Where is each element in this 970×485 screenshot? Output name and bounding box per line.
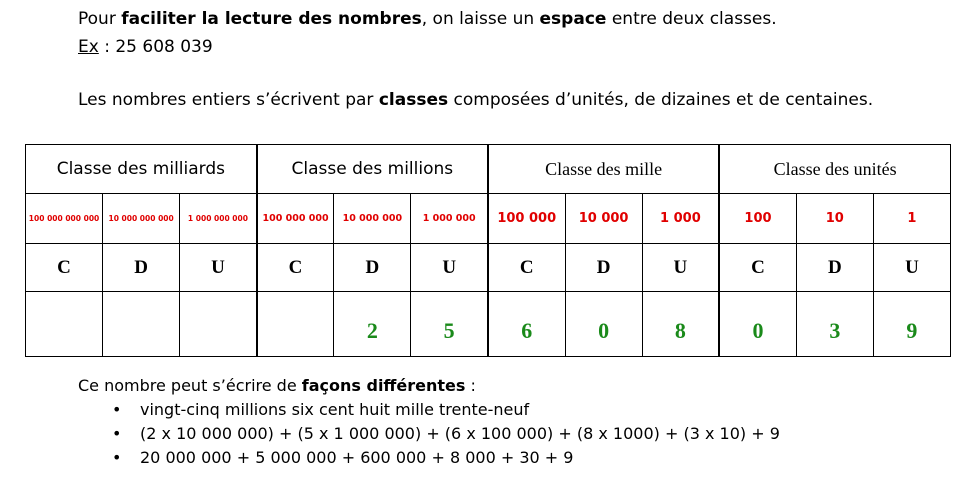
- example-label: Ex: [78, 37, 99, 57]
- intro-text: Pour: [78, 9, 122, 29]
- place-value-cell: 1 000 000 000: [180, 194, 257, 244]
- place-value-cell: 100 000 000: [257, 194, 334, 244]
- digit-cell: 3: [796, 292, 873, 357]
- list-item-text: 20 000 000 + 5 000 000 + 600 000 + 8 000 + 30 + 9: [140, 448, 574, 467]
- cdu-cell: D: [565, 244, 642, 292]
- place-value-row: [26, 194, 951, 244]
- place-value-cell: 1 000: [642, 194, 719, 244]
- intro-text: composées d’unités, de dizaines et de centaines.: [448, 90, 874, 110]
- digit-cell: 2: [334, 292, 411, 357]
- ways-intro: [78, 376, 476, 395]
- bullet-icon: •: [112, 424, 122, 443]
- place-value-cell: 1: [873, 194, 950, 244]
- place-value-cell: 10 000 000: [334, 194, 411, 244]
- example-line: [78, 37, 213, 57]
- digit-cell: 5: [411, 292, 488, 357]
- class-header-unites: Classe des unités: [719, 145, 950, 194]
- bullet-icon: •: [112, 448, 122, 467]
- cdu-cell: C: [488, 244, 565, 292]
- list-item-text: vingt-cinq millions six cent huit mille trente-neuf: [140, 400, 530, 419]
- ways-intro-text: :: [465, 376, 476, 395]
- intro-sentence-spacing: [78, 9, 777, 29]
- place-value-cell: 1 000 000: [411, 194, 488, 244]
- cdu-cell: U: [873, 244, 950, 292]
- cdu-cell: C: [257, 244, 334, 292]
- example-value: : 25 608 039: [98, 37, 213, 57]
- number-classes-table: [25, 144, 951, 357]
- place-value-cell: 10: [796, 194, 873, 244]
- class-header-mille: Classe des mille: [488, 145, 719, 194]
- place-value-cell: 10 000 000 000: [103, 194, 180, 244]
- ways-intro-bold: façons différentes: [301, 376, 466, 395]
- ways-intro-text: Ce nombre peut s’écrire de: [78, 376, 302, 395]
- digit-cell: [257, 292, 334, 357]
- intro-text: Les nombres entiers s’écrivent par: [78, 90, 379, 110]
- digit-cell: [103, 292, 180, 357]
- digit-cell: [26, 292, 103, 357]
- cdu-cell: D: [103, 244, 180, 292]
- cdu-cell: C: [719, 244, 796, 292]
- cdu-cell: C: [26, 244, 103, 292]
- place-value-cell: 100 000 000 000: [26, 194, 103, 244]
- class-header-millions: Classe des millions: [257, 145, 488, 194]
- intro-bold-text: classes: [378, 90, 449, 110]
- cdu-cell: U: [180, 244, 257, 292]
- cdu-row: [26, 244, 951, 292]
- intro-sentence-classes: [78, 90, 873, 110]
- list-item: [108, 446, 780, 470]
- digits-row: [26, 292, 951, 357]
- digit-cell: 0: [719, 292, 796, 357]
- intro-bold-text: faciliter la lecture des nombres: [121, 9, 422, 29]
- digit-cell: 8: [642, 292, 719, 357]
- digit-cell: [180, 292, 257, 357]
- class-header-milliards: Classe des milliards: [26, 145, 257, 194]
- bullet-icon: •: [112, 400, 122, 419]
- cdu-cell: D: [796, 244, 873, 292]
- cdu-cell: D: [334, 244, 411, 292]
- intro-text: , on laisse un: [421, 9, 540, 29]
- ways-list: [108, 398, 780, 470]
- digit-cell: 9: [873, 292, 950, 357]
- list-item: [108, 422, 780, 446]
- digit-cell: 6: [488, 292, 565, 357]
- list-item: [108, 398, 780, 422]
- cdu-cell: U: [642, 244, 719, 292]
- place-value-cell: 100: [719, 194, 796, 244]
- intro-text: entre deux classes.: [606, 9, 777, 29]
- cdu-cell: U: [411, 244, 488, 292]
- intro-bold-text: espace: [539, 9, 607, 29]
- digit-cell: 0: [565, 292, 642, 357]
- place-value-cell: 10 000: [565, 194, 642, 244]
- list-item-text: (2 x 10 000 000) + (5 x 1 000 000) + (6 x 100 000) + (8 x 1000) + (3 x 10) + 9: [140, 424, 780, 443]
- place-value-cell: 100 000: [488, 194, 565, 244]
- class-header-row: [26, 145, 951, 194]
